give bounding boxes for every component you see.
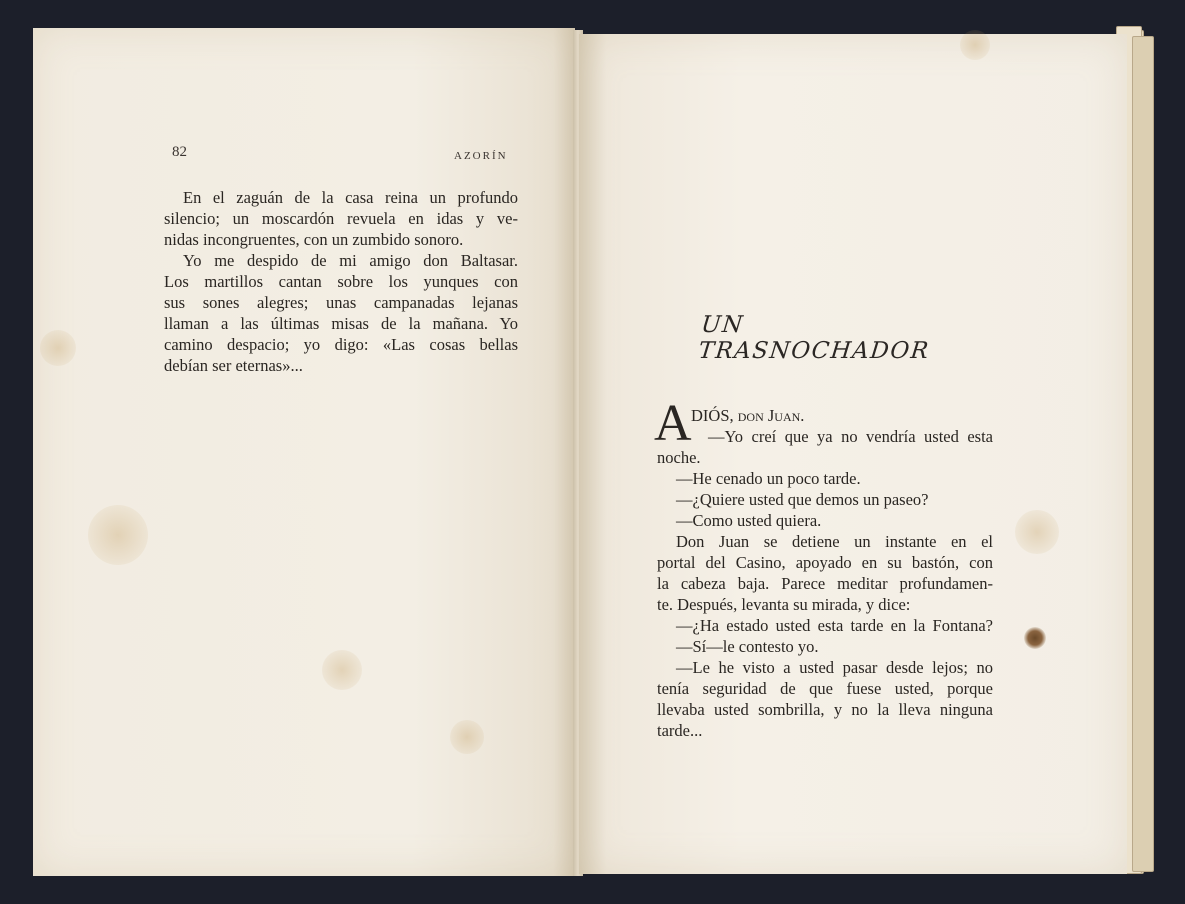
text-line: —Como usted quiera.	[676, 511, 822, 530]
running-head: AZORÍN	[454, 150, 508, 162]
text-line: —Sí—le contesto yo.	[676, 637, 819, 656]
text-line: Yo me despido de mi amigo don Baltasar.	[183, 251, 518, 270]
text-line: silencio; un moscardón revuela en idas y ve-	[164, 209, 518, 228]
page-number: 82	[172, 144, 187, 160]
text-line: noche.	[657, 448, 701, 467]
text-line: nidas incongruentes, con un zumbido sonoro.	[164, 230, 464, 249]
page-damage-spot	[1024, 627, 1046, 649]
text-line: Don Juan se detiene un instante en el	[676, 532, 993, 551]
text-line: debían ser eternas»...	[164, 356, 303, 375]
right-page-first-line	[691, 405, 991, 426]
text-line: —He cenado un poco tarde.	[676, 469, 861, 488]
foxing-spot	[322, 650, 362, 690]
foxing-spot	[40, 330, 76, 366]
drop-cap: A	[654, 395, 692, 452]
text-line: En el zaguán de la casa reina un profundo	[183, 188, 518, 207]
text-line: la cabeza baja. Parece meditar profundamen-	[657, 574, 993, 593]
opening-words: DIÓS, don Juan.	[691, 406, 805, 425]
text-line: llevaba usted sombrilla, y no la lleva ninguna	[657, 700, 993, 719]
text-line: Los martillos cantan sobre los yunques con	[164, 272, 518, 291]
page-edge	[1132, 36, 1154, 872]
foxing-spot	[1015, 510, 1059, 554]
foxing-spot	[450, 720, 484, 754]
text-line: llaman a las últimas misas de la mañana. Yo	[164, 314, 518, 333]
foxing-spot	[960, 30, 990, 60]
text-line: —¿Quiere usted que demos un paseo?	[676, 490, 929, 509]
text-line: —Le he visto a usted pasar desde lejos; no	[676, 658, 993, 677]
text-line: sus sones alegres; unas campanadas lejanas	[164, 293, 518, 312]
text-line: te. Después, levanta su mirada, y dice:	[657, 595, 911, 614]
chapter-title: UN TRASNOCHADOR	[697, 312, 931, 364]
text-line	[691, 405, 991, 426]
text-line: —Yo creí que ya no vendría usted esta	[708, 427, 993, 446]
text-line: camino despacio; yo digo: «Las cosas bellas	[164, 335, 518, 354]
text-line: portal del Casino, apoyado en su bastón, con	[657, 553, 993, 572]
foxing-spot	[88, 505, 148, 565]
text-line: tarde...	[657, 721, 703, 740]
text-line: —¿Ha estado usted esta tarde en la Fontana?	[676, 616, 993, 635]
right-page-text	[657, 426, 993, 741]
left-page-text	[164, 187, 518, 376]
text-line: tenía seguridad de que fuese usted, porque	[657, 679, 993, 698]
